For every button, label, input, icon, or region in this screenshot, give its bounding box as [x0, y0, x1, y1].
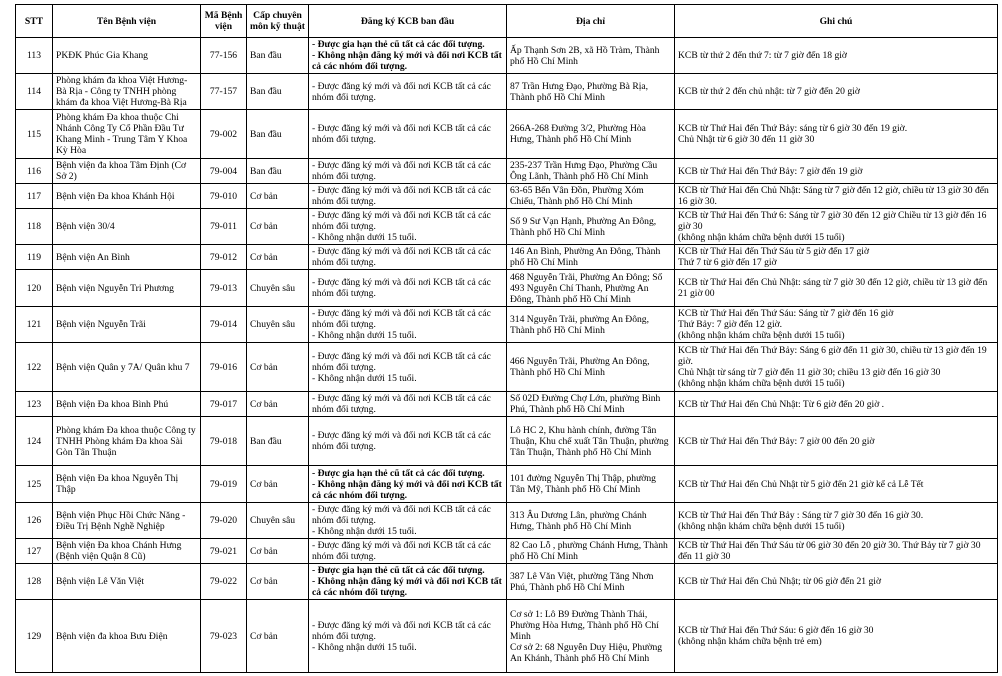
note-line: KCB từ Thứ Hai đến Thứ Bảy: sáng từ 6 giờ 30 đến 19 giờ. [678, 123, 908, 134]
cell-stt: 127 [16, 539, 53, 564]
cell-hospital-code: 79-014 [201, 307, 247, 343]
cell-hospital-name: Bệnh viện Phục Hồi Chức Năng - Điều Trị Bệnh Nghề Nghiệp [53, 503, 201, 539]
header-stt: STT [16, 5, 53, 38]
header-registration: Đăng ký KCB ban đầu [309, 5, 507, 38]
cell-stt: 119 [16, 245, 53, 270]
cell-registration [309, 343, 507, 392]
cell-address [507, 417, 675, 466]
note-line: KCB từ Thứ Hai đến Chủ Nhật: Sáng từ 7 giờ đến 12 giờ, chiều từ 13 giờ 30 đến 16 giờ 30. [678, 185, 989, 207]
address-line: Ấp Thạnh Sơn 2B, xã Hồ Tràm, Thành phố Hồ Chí Minh [510, 44, 660, 67]
note-line: (không nhận khám chữa bệnh trẻ em) [678, 636, 822, 647]
cell-hospital-code: 79-023 [201, 600, 247, 673]
cell-address [507, 539, 675, 564]
cell-hospital-code: 79-011 [201, 209, 247, 245]
cell-hospital-name: Bệnh viện đa khoa Bưu Điện [53, 600, 201, 673]
address-line: 387 Lê Văn Việt, phường Tăng Nhơn Phú, Thành phố Hồ Chí Minh [510, 570, 654, 593]
cell-level: Cơ bản [247, 392, 309, 417]
table-row [16, 74, 998, 110]
registration-line: - Không nhận dưới 15 tuổi. [312, 232, 417, 243]
cell-registration [309, 209, 507, 245]
registration-line: - Không nhận dưới 15 tuổi. [312, 330, 417, 341]
note-line: KCB từ Thứ Hai đến Thứ Bảy : Sáng từ 7 giờ 30 đến 16 giờ 30. [678, 509, 924, 521]
cell-stt: 115 [16, 110, 53, 159]
cell-note [675, 209, 998, 245]
address-line: 313 Âu Dương Lân, phường Chánh Hưng, Thành phố Hồ Chí Minh [510, 509, 647, 532]
cell-hospital-code: 79-020 [201, 503, 247, 539]
cell-hospital-name: Bệnh viện Nguyễn Trãi [53, 307, 201, 343]
cell-hospital-code: 79-018 [201, 417, 247, 466]
cell-registration [309, 417, 507, 466]
cell-registration [309, 466, 507, 503]
header-hospital-code: Mã Bệnh viện [201, 5, 247, 38]
cell-hospital-code: 79-013 [201, 270, 247, 307]
address-line: 466 Nguyễn Trãi, Phường An Đông, Thành phố Hồ Chí Minh [510, 356, 650, 378]
cell-stt: 116 [16, 159, 53, 184]
registration-line: - Được đăng ký mới và đổi nơi KCB tất cả các nhóm đối tượng. [312, 504, 491, 526]
cell-hospital-name: Bệnh viện Đa khoa Khánh Hội [53, 184, 201, 209]
registration-line: - Không nhận đăng ký mới và đổi nơi KCB tất cả các nhóm đối tượng. [312, 478, 502, 501]
address-line: 146 An Bình, Phường An Đông, Thành phố Hồ Chí Minh [510, 246, 661, 268]
cell-registration [309, 245, 507, 270]
note-line: KCB từ Thứ Hai đến Chủ Nhật: sáng từ 7 giờ 30 đến 12 giờ, chiều từ 13 giờ đến 21 giờ 00 [678, 277, 988, 299]
cell-address [507, 564, 675, 600]
cell-hospital-code: 77-157 [201, 74, 247, 110]
note-line: (không nhận khám chữa bệnh dưới 15 tuổi) [678, 378, 845, 389]
cell-hospital-code: 79-010 [201, 184, 247, 209]
cell-hospital-name: Bệnh viện Đa khoa Chánh Hưng (Bệnh viện Quận 8 Cũ) [53, 539, 201, 564]
table-row [16, 503, 998, 539]
cell-note [675, 307, 998, 343]
cell-hospital-name: Phòng khám Đa khoa thuộc Công ty TNHH Phòng khám Đa khoa Sài Gòn Tân Thuận [53, 417, 201, 466]
address-line: 266A-268 Đường 3/2, Phường Hòa Hưng, Thành phố Hồ Chí Minh [510, 123, 646, 145]
address-line: 82 Cao Lỗ , phường Chánh Hưng, Thành phố Hồ Chí Minh [510, 540, 668, 562]
header-address: Địa chỉ [507, 5, 675, 38]
table-row [16, 600, 998, 673]
registration-line: - Không nhận dưới 15 tuổi. [312, 526, 417, 537]
registration-line: - Được gia hạn thẻ cũ tất cả các đối tượng. [312, 467, 485, 479]
table-row [16, 209, 998, 245]
note-line: Thứ Bảy: 7 giờ đến 12 giờ. [678, 319, 783, 330]
cell-note [675, 184, 998, 209]
cell-hospital-code: 79-004 [201, 159, 247, 184]
cell-registration [309, 74, 507, 110]
table-row [16, 343, 998, 392]
cell-hospital-name: Bệnh viện đa khoa Tâm Định (Cơ Sở 2) [53, 159, 201, 184]
cell-hospital-code: 79-016 [201, 343, 247, 392]
cell-hospital-code: 79-019 [201, 466, 247, 503]
cell-stt: 123 [16, 392, 53, 417]
table-row [16, 307, 998, 343]
table-row [16, 110, 998, 159]
table-row [16, 539, 998, 564]
table-row [16, 564, 998, 600]
cell-level: Chuyên sâu [247, 270, 309, 307]
cell-registration [309, 184, 507, 209]
cell-level: Cơ bản [247, 466, 309, 503]
cell-hospital-name: Bệnh viện Đa khoa Nguyễn Thị Thập [53, 466, 201, 503]
cell-stt: 113 [16, 38, 53, 74]
cell-stt: 124 [16, 417, 53, 466]
hospital-table [15, 4, 998, 673]
registration-line: - Không nhận đăng ký mới và đổi nơi KCB tất cả các nhóm đối tượng. [312, 576, 502, 598]
cell-hospital-name: Bệnh viện Quân y 7A/ Quân khu 7 [53, 343, 201, 392]
cell-level: Cơ bản [247, 343, 309, 392]
cell-level: Ban đầu [247, 38, 309, 74]
table-header-row [16, 5, 998, 38]
cell-address [507, 600, 675, 673]
cell-level: Cơ bản [247, 245, 309, 270]
registration-line: - Được đăng ký mới và đổi nơi KCB tất cả các nhóm đối tượng. [312, 430, 491, 452]
cell-note [675, 466, 998, 503]
cell-stt: 120 [16, 270, 53, 307]
address-line: 468 Nguyễn Trãi, Phường An Đông; Số 493 Nguyễn Chí Thanh, Phường An Đông, Thành phố Hồ Chí Minh [510, 271, 663, 305]
note-line: (không nhận khám chữa bệnh dưới 15 tuổi) [678, 330, 845, 341]
registration-line: - Được đăng ký mới và đổi nơi KCB tất cả các nhóm đối tượng. [312, 210, 491, 232]
cell-stt: 114 [16, 74, 53, 110]
cell-registration [309, 392, 507, 417]
cell-note [675, 159, 998, 184]
cell-level: Chuyên sâu [247, 503, 309, 539]
note-line: KCB từ Thứ Hai đến Chủ Nhật: Từ 6 giờ đến 20 giờ . [678, 398, 885, 410]
cell-level: Cơ bản [247, 539, 309, 564]
cell-address [507, 307, 675, 343]
cell-address [507, 343, 675, 392]
registration-line: - Được đăng ký mới và đổi nơi KCB tất cả các nhóm đối tượng. [312, 185, 491, 207]
cell-note [675, 245, 998, 270]
cell-registration [309, 600, 507, 673]
cell-hospital-code: 79-021 [201, 539, 247, 564]
cell-address [507, 503, 675, 539]
cell-registration [309, 159, 507, 184]
note-line: KCB từ Thứ Hai đến Chủ Nhật; từ 06 giờ đến 21 giờ [678, 576, 882, 587]
cell-note [675, 600, 998, 673]
cell-registration [309, 38, 507, 74]
cell-stt: 128 [16, 564, 53, 600]
note-line: Thứ 7 từ 6 giờ đến 17 giờ [678, 257, 777, 268]
note-line: KCB từ Thứ Hai đến Chủ Nhật từ 5 giờ đến 21 giờ kể cả Lễ Tết [678, 478, 924, 490]
registration-line: - Không nhận dưới 15 tuổi. [312, 641, 417, 653]
cell-note [675, 564, 998, 600]
note-line: (không nhận khám chữa bệnh dưới 15 tuổi) [678, 520, 845, 532]
registration-line: - Được đăng ký mới và đổi nơi KCB tất cả các nhóm đối tượng. [312, 277, 491, 299]
address-line: 101 đường Nguyễn Thị Thập, phường Tân Mỹ, Thành phố Hồ Chí Minh [510, 473, 656, 495]
header-hospital-name: Tên Bệnh viện [53, 5, 201, 38]
cell-level: Cơ bản [247, 600, 309, 673]
registration-line: - Được đăng ký mới và đổi nơi KCB tất cả các nhóm đối tượng. [312, 308, 491, 330]
cell-address [507, 110, 675, 159]
cell-registration [309, 539, 507, 564]
cell-note [675, 74, 998, 110]
address-line: 63-65 Bến Vân Đồn, Phường Xóm Chiếu, Thành phố Hồ Chí Minh [510, 185, 644, 207]
address-line: 235-237 Trần Hưng Đạo, Phường Cầu Ông Lãnh, Thành phố Hồ Chí Minh [510, 160, 658, 182]
cell-note [675, 38, 998, 74]
address-line: Lô HC 2, Khu hành chính, đường Tân Thuận, Khu chế xuất Tân Thuận, phường Tân Thuận, Thành phố Hồ Chí Minh [510, 424, 669, 458]
note-line: KCB từ Thứ Hai đến Thứ 6: Sáng từ 7 giờ 30 đến 12 giờ Chiều từ 13 giờ đến 16 giờ 30 [678, 210, 987, 232]
note-line: KCB từ Thứ Hai đến Thứ Bảy: 7 giờ 00 đến 20 giờ [678, 435, 875, 447]
cell-address [507, 159, 675, 184]
cell-note [675, 270, 998, 307]
registration-line: - Được gia hạn thẻ cũ tất cả các đối tượng. [312, 565, 485, 576]
cell-stt: 126 [16, 503, 53, 539]
cell-hospital-name: Bệnh viện An Bình [53, 245, 201, 270]
cell-level: Cơ bản [247, 209, 309, 245]
note-line: KCB từ Thứ Hai đến Thứ Sáu từ 06 giờ 30 đến 20 giờ 30. Thứ Bảy từ 7 giờ 30 đến 11 giờ 30 [678, 540, 981, 562]
address-line: Cơ sở 1: Lô B9 Đường Thành Thái, Phường Hòa Hưng, Thành phố Hồ Chí Minh [510, 608, 659, 642]
note-line: KCB từ Thứ Hai đến Thứ Sáu: 6 giờ đến 16 giờ 30 [678, 625, 874, 636]
note-line: KCB từ thứ 2 đến chủ nhật: từ 7 giờ đến 20 giờ [678, 86, 860, 97]
cell-level: Ban đầu [247, 110, 309, 159]
cell-registration [309, 564, 507, 600]
note-line: Chủ Nhật từ 6 giờ 30 đến 11 giờ 30 [678, 134, 815, 145]
cell-level: Ban đầu [247, 74, 309, 110]
cell-stt: 129 [16, 600, 53, 673]
cell-address [507, 184, 675, 209]
cell-hospital-code: 79-022 [201, 564, 247, 600]
table-row [16, 159, 998, 184]
note-line: KCB từ Thứ Hai đến Thứ Sáu: Sáng từ 7 giờ đến 16 giờ [678, 308, 894, 319]
cell-note [675, 417, 998, 466]
cell-address [507, 245, 675, 270]
cell-hospital-name: Bệnh viện Đa khoa Bình Phú [53, 392, 201, 417]
cell-address [507, 74, 675, 110]
address-line: 314 Nguyễn Trãi, phường An Đông, Thành phố Hồ Chí Minh [510, 313, 649, 336]
registration-line: - Được đăng ký mới và đổi nơi KCB tất cả các nhóm đối tượng. [312, 246, 491, 268]
registration-line: - Được đăng ký mới và đổi nơi KCB tất cả các nhóm đối tượng. [312, 540, 491, 562]
cell-address [507, 392, 675, 417]
cell-registration [309, 307, 507, 343]
cell-level: Cơ bản [247, 184, 309, 209]
address-line: 87 Trần Hưng Đạo, Phường Bà Rịa, Thành phố Hồ Chí Minh [510, 80, 649, 103]
cell-registration [309, 503, 507, 539]
cell-hospital-name: Phòng khám Đa khoa thuộc Chi Nhánh Công Ty Cổ Phần Đầu Tư Khang Minh - Trung Tâm Y Khoa Kỳ Hòa [53, 110, 201, 159]
registration-line: - Được đăng ký mới và đổi nơi KCB tất cả các nhóm đối tượng. [312, 350, 491, 373]
cell-note [675, 503, 998, 539]
cell-note [675, 343, 998, 392]
registration-line: - Được đăng ký mới và đổi nơi KCB tất cả các nhóm đối tượng. [312, 80, 491, 103]
cell-note [675, 539, 998, 564]
cell-registration [309, 110, 507, 159]
cell-address [507, 270, 675, 307]
note-line: Chủ Nhật từ sáng từ 7 giờ đến 11 giờ 30; chiều 13 giờ đến 16 giờ 30 [678, 367, 941, 378]
cell-stt: 121 [16, 307, 53, 343]
table-row [16, 417, 998, 466]
table-row [16, 184, 998, 209]
cell-level: Ban đầu [247, 417, 309, 466]
cell-hospital-code: 79-002 [201, 110, 247, 159]
cell-hospital-name: PKĐK Phúc Gia Khang [53, 38, 201, 74]
cell-stt: 125 [16, 466, 53, 503]
cell-hospital-name: Phòng khám đa khoa Việt Hương-Bà Rịa - Công ty TNHH phòng khám đa khoa Việt Hương-Bà Rịa [53, 74, 201, 110]
table-row [16, 38, 998, 74]
cell-note [675, 110, 998, 159]
header-level: Cấp chuyên môn kỹ thuật [247, 5, 309, 38]
address-line: Cơ sở 2: 68 Nguyễn Duy Hiệu, Phường An Khánh, Thành phố Hồ Chí Minh [510, 641, 663, 664]
address-line: Số 9 Sư Vạn Hạnh, Phường An Đông, Thành phố Hồ Chí Minh [510, 215, 657, 238]
address-line: Số 02D Đường Chợ Lớn, phường Bình Phú, Thành phố Hồ Chí Minh [510, 393, 661, 415]
cell-stt: 118 [16, 209, 53, 245]
cell-address [507, 466, 675, 503]
cell-address [507, 209, 675, 245]
note-line: KCB từ Thứ Hai đến Thứ Bảy: 7 giờ đến 19 giờ [678, 165, 863, 177]
note-line: KCB từ Thứ Hai đến Thứ Sáu từ 5 giờ đến 17 giờ [678, 246, 870, 257]
cell-hospital-name: Bệnh viện Nguyễn Tri Phương [53, 270, 201, 307]
cell-hospital-code: 79-012 [201, 245, 247, 270]
cell-address [507, 38, 675, 74]
cell-stt: 122 [16, 343, 53, 392]
registration-line: - Không nhận dưới 15 tuổi. [312, 372, 417, 384]
note-line: KCB từ thứ 2 đến thứ 7: từ 7 giờ đến 18 giờ [678, 50, 847, 61]
header-note: Ghi chú [675, 5, 998, 38]
cell-hospital-name: Bệnh viện Lê Văn Việt [53, 564, 201, 600]
cell-hospital-name: Bệnh viện 30/4 [53, 209, 201, 245]
registration-line: - Được đăng ký mới và đổi nơi KCB tất cả các nhóm đối tượng. [312, 619, 491, 642]
cell-level: Ban đầu [247, 159, 309, 184]
note-line: (không nhận khám chữa bệnh dưới 15 tuổi) [678, 232, 845, 243]
table-row [16, 466, 998, 503]
cell-note [675, 392, 998, 417]
cell-hospital-code: 79-017 [201, 392, 247, 417]
cell-stt: 117 [16, 184, 53, 209]
registration-line: - Không nhận đăng ký mới và đổi nơi KCB tất cả các nhóm đối tượng. [312, 50, 502, 72]
table-row [16, 392, 998, 417]
cell-hospital-code: 77-156 [201, 38, 247, 74]
table-row [16, 270, 998, 307]
cell-level: Cơ bản [247, 564, 309, 600]
cell-registration [309, 270, 507, 307]
table-row [16, 245, 998, 270]
registration-line: - Được gia hạn thẻ cũ tất cả các đối tượng. [312, 39, 485, 50]
note-line: KCB từ Thứ Hai đến Thứ Bảy: Sáng 6 giờ đến 11 giờ 30, chiều từ 13 giờ đến 19 giờ. [678, 345, 987, 367]
cell-level: Chuyên sâu [247, 307, 309, 343]
registration-line: - Được đăng ký mới và đổi nơi KCB tất cả các nhóm đối tượng. [312, 393, 491, 415]
registration-line: - Được đăng ký mới và đổi nơi KCB tất cả các nhóm đối tượng. [312, 160, 491, 182]
registration-line: - Được đăng ký mới và đổi nơi KCB tất cả các nhóm đối tượng. [312, 123, 491, 145]
